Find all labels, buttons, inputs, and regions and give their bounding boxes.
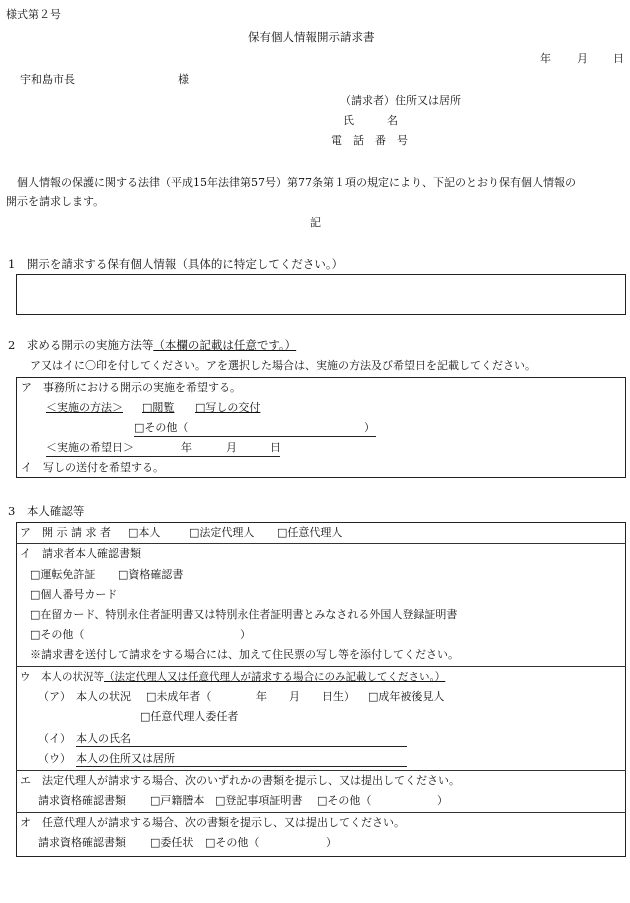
method-other-underline [134,436,376,437]
section2-title: 2 求める開示の実施方法等（本欄の記載は任意です。） [8,338,297,352]
page-title: 保有個人情報開示請求書 [248,30,375,44]
section1-input-box[interactable] [16,274,626,315]
family-register-checkbox[interactable]: □戸籍謄本 [150,794,205,807]
id-residence-card-checkbox[interactable]: □在留カード、特別永住者証明書又は特別永住者証明書とみなされる外国人登録証明書 [30,608,458,621]
preferred-date-year: 年 [181,441,192,454]
section3-title: 3 本人確認等 [8,504,85,518]
section1-title: 1 開示を請求する保有個人情報（具体的に特定してください。） [8,257,344,271]
principal-name-field[interactable] [76,746,407,747]
id-docs-note: ※請求書を送付して請求をする場合には、加えて住民票の写し等を添付してください。 [30,648,459,661]
voluntary-agent-docs-label: オ 任意代理人が請求する場合、次の書類を提示し、又は提出してください。 [20,816,405,829]
section2-option-b[interactable]: イ 写しの送付を希望する。 [21,461,164,474]
method-label: ＜実施の方法＞ [46,401,123,414]
method-other-checkbox[interactable]: □その他（ [134,421,189,434]
row-divider [16,666,626,667]
form-number: 様式第２号 [6,8,61,21]
legal-other-close: ） [437,794,448,807]
power-of-attorney-checkbox[interactable]: □委任状 [150,836,194,849]
sub-a-number: （ア） [38,690,71,703]
id-other-close: ） [240,628,251,641]
registry-cert-checkbox[interactable]: □登記事項証明書 [215,794,303,807]
preferred-date-underline[interactable] [46,456,280,457]
sub-a-label: 本人の状況 [76,690,131,703]
voluntary-agent-docs-title: 請求資格確認書類 [38,836,126,849]
principal-status-label: ウ 本人の状況等（法定代理人又は任意代理人が請求する場合にのみ記載してください。） [20,671,446,683]
requester-self-checkbox[interactable]: □本人 [128,526,161,539]
agent-principal-checkbox[interactable]: □任意代理人委任者 [140,710,239,723]
id-mynumber-checkbox[interactable]: □個人番号カード [30,588,118,601]
minor-year: 年 [256,690,267,703]
sub-b-number: （イ） [38,732,71,745]
adult-ward-checkbox[interactable]: □成年被後見人 [368,690,445,703]
legal-other-checkbox[interactable]: □その他（ [317,794,372,807]
ki-label: 記 [310,216,321,229]
principal-name-label: 本人の氏名 [76,732,131,745]
row-divider [16,770,626,771]
date-day: 日 [613,52,624,65]
id-qualification-checkbox[interactable]: □資格確認書 [118,568,184,581]
method-copy-checkbox[interactable]: □写しの交付 [195,401,261,414]
requester-phone-label: 電 話 番 号 [331,134,408,147]
date-year: 年 [540,52,551,65]
requester-address-label: （請求者）住所又は居所 [340,94,461,107]
intro-text-line1: 個人情報の保護に関する法律（平成15年法律第57号）第77条第１項の規定により、下記のとおり保有個人情報の [17,176,576,189]
voluntary-other-checkbox[interactable]: □その他（ [205,836,260,849]
id-other-checkbox[interactable]: □その他（ [30,628,85,641]
row-divider [16,812,626,813]
id-docs-label: イ 請求者本人確認書類 [20,547,141,560]
sub-c-number: （ウ） [38,752,71,765]
preferred-date-day: 日 [270,441,281,454]
method-other-close: ） [364,421,375,434]
date-month: 月 [577,52,588,65]
preferred-date-month: 月 [226,441,237,454]
principal-status-note: （法定代理人又は任意代理人が請求する場合にのみ記載してください。） [104,671,446,683]
addressee-name: 宇和島市長 [20,73,75,86]
requester-voluntary-agent-checkbox[interactable]: □任意代理人 [277,526,343,539]
principal-address-field[interactable] [76,766,407,767]
intro-text-line2: 開示を請求します。 [6,195,105,208]
requester-name-label: 氏 名 [343,114,398,127]
minor-checkbox[interactable]: □未成年者（ [146,690,212,703]
requester-type-label: ア 開 示 請 求 者 [20,526,111,539]
section2-title-note: （本欄の記載は任意です。） [153,338,297,352]
row-divider [16,543,626,544]
legal-agent-docs-title: 請求資格確認書類 [38,794,126,807]
requester-legal-agent-checkbox[interactable]: □法定代理人 [189,526,255,539]
minor-month: 月 [289,690,300,703]
method-view-checkbox[interactable]: □閲覧 [142,401,175,414]
section2-option-a[interactable]: ア 事務所における開示の実施を希望する。 [21,381,241,394]
section2-instruction: ア又はイに〇印を付してください。アを選択した場合は、実施の方法及び希望日を記載してください。 [30,359,536,372]
principal-address-label: 本人の住所又は居所 [76,752,175,765]
preferred-date-label: ＜実施の希望日＞ [46,441,134,454]
id-license-checkbox[interactable]: □運転免許証 [30,568,96,581]
minor-born: 日生） [322,690,355,703]
addressee-honorific: 様 [178,73,189,86]
voluntary-other-close: ） [326,836,337,849]
legal-agent-docs-label: エ 法定代理人が請求する場合、次のいずれかの書類を提示し、又は提出してください。 [20,774,460,787]
